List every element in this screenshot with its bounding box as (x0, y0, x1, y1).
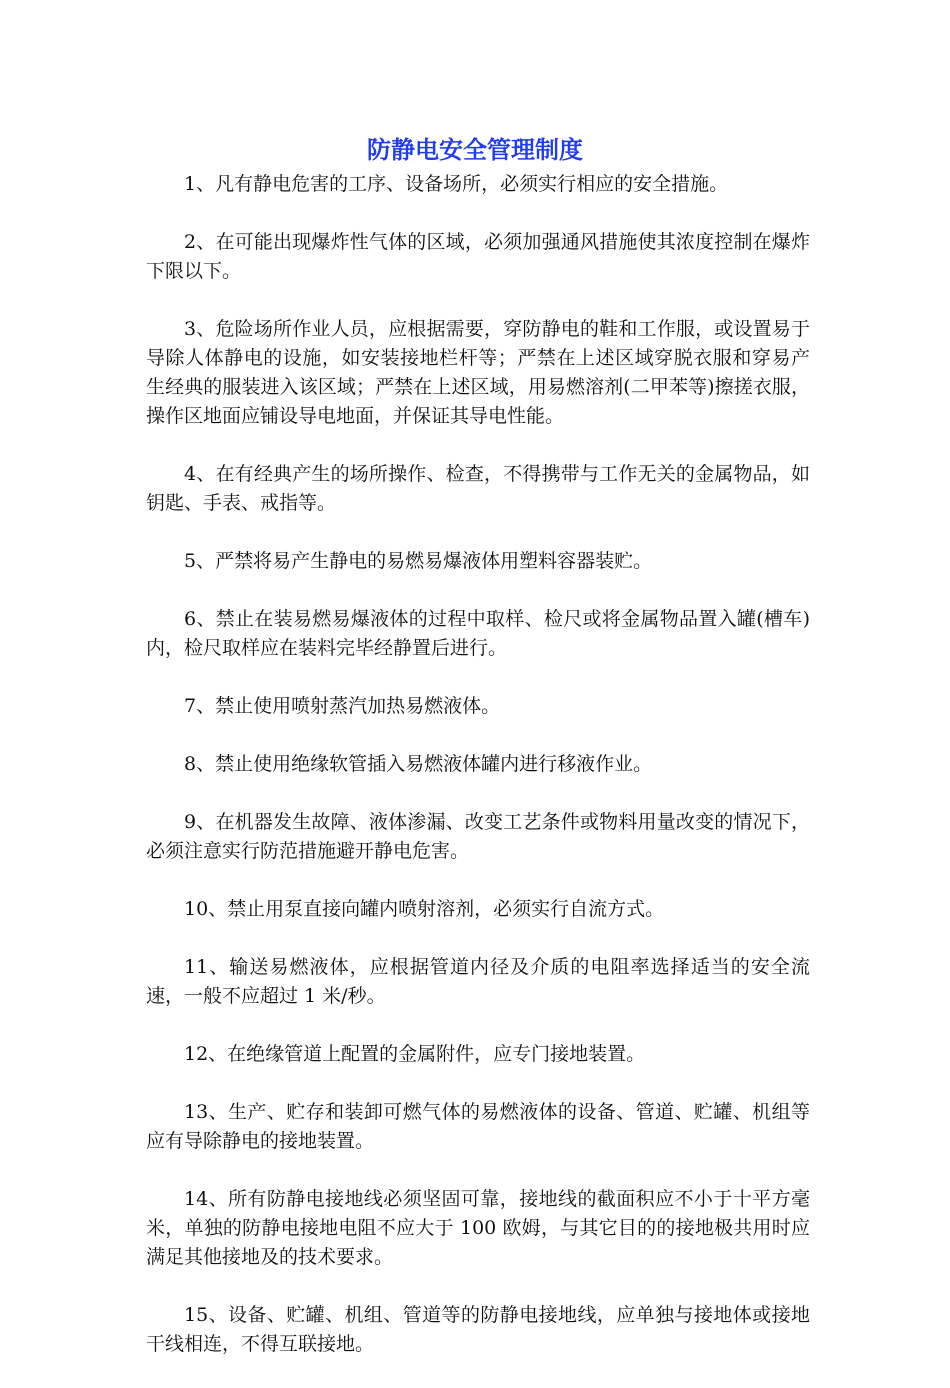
page-title: 防静电安全管理制度 (367, 136, 583, 164)
paragraph-2: 2、在可能出现爆炸性气体的区域，必须加强通风措施使其浓度控制在爆炸下限以下。 (146, 231, 810, 282)
paragraph-3: 3、危险场所作业人员，应根据需要，穿防静电的鞋和工作服，或设置易于导除人体静电的设施，如安装接地栏杆等；严禁在上述区域穿脱衣服和穿易产生经典的服装进入该区域；严禁在上述区域，用易燃溶剂(二甲苯等)擦搓衣服，操作区地面应铺设导电地面，并保证其导电性能。 (146, 318, 810, 427)
paragraph-13: 13、生产、贮存和装卸可燃气体的易燃液体的设备、管道、贮罐、机组等应有导除静电的接地装置。 (146, 1101, 810, 1152)
document-body (146, 170, 810, 1388)
paragraph-10: 10、禁止用泵直接向罐内喷射溶剂，必须实行自流方式。 (184, 898, 665, 920)
paragraph-7: 7、禁止使用喷射蒸汽加热易燃液体。 (184, 695, 501, 717)
paragraph-5: 5、严禁将易产生静电的易燃易爆液体用塑料容器装贮。 (184, 550, 653, 572)
paragraph-12: 12、在绝缘管道上配置的金属附件，应专门接地装置。 (184, 1043, 646, 1065)
paragraph-11: 11、输送易燃液体，应根据管道内径及介质的电阻率选择适当的安全流速，一般不应超过 1 米/秒。 (146, 956, 810, 1007)
paragraph-9: 9、在机器发生故障、液体渗漏、改变工艺条件或物料用量改变的情况下，必须注意实行防范措施避开静电危害。 (146, 811, 810, 862)
paragraph-6: 6、禁止在装易燃易爆液体的过程中取样、检尺或将金属物品置入罐(槽车)内，检尺取样应在装料完毕经静置后进行。 (146, 608, 810, 659)
paragraph-15: 15、设备、贮罐、机组、管道等的防静电接地线，应单独与接地体或接地干线相连，不得互联接地。 (146, 1304, 810, 1355)
paragraph-14: 14、所有防静电接地线必须坚固可靠，接地线的截面积应不小于十平方毫米，单独的防静电接地电阻不应大于 100 欧姆，与其它目的的接地极共用时应满足其他接地及的技术要求。 (146, 1188, 810, 1268)
paragraph-4: 4、在有经典产生的场所操作、检查，不得携带与工作无关的金属物品，如钥匙、手表、戒指等。 (146, 463, 810, 514)
paragraph-1: 1、凡有静电危害的工序、设备场所，必须实行相应的安全措施。 (184, 173, 729, 195)
paragraph-8: 8、禁止使用绝缘软管插入易燃液体罐内进行移液作业。 (184, 753, 653, 775)
